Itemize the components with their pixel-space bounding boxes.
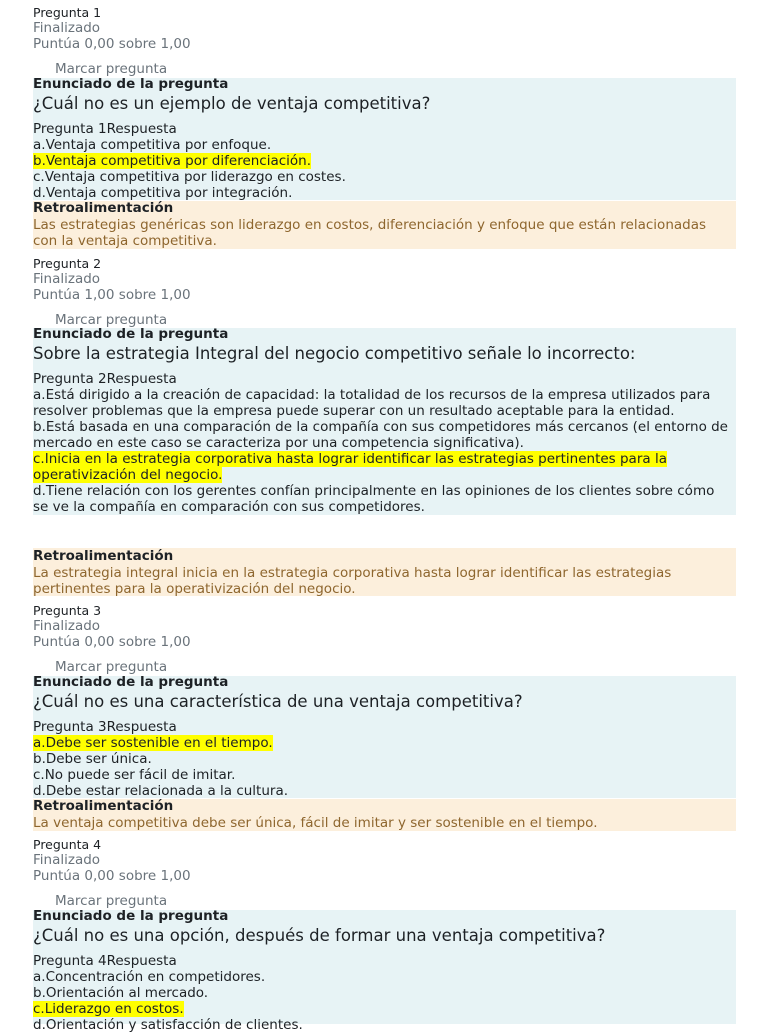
feedback-text: Las estrategias genéricas son liderazgo en costos, diferenciación y enfoque que están relacionadas con la ventaja competitiva. [33, 217, 707, 249]
question-grade: Puntúa 0,00 sobre 1,00 [33, 634, 191, 650]
statement-heading: Enunciado de la pregunta [33, 326, 229, 342]
question-info [33, 256, 191, 303]
answer-option[interactable]: b.Debe ser única. [33, 751, 152, 767]
flag-question-link[interactable]: Marcar pregunta [55, 659, 168, 675]
question-state: Finalizado [33, 852, 101, 868]
question-number: Pregunta 4 [33, 837, 102, 852]
answer-option[interactable]: c.No puede ser fácil de imitar. [33, 767, 236, 783]
feedback-heading: Retroalimentación [33, 548, 174, 564]
flag-question-link[interactable]: Marcar pregunta [55, 893, 168, 909]
feedback-text: La estrategia integral inicia en la estrategia corporativa hasta lograr identificar las estrategias pertinentes para la operativización del negocio. [33, 565, 672, 597]
answer-label: Pregunta 1Respuesta [33, 121, 177, 137]
answer-option[interactable]: a.Ventaja competitiva por enfoque. [33, 137, 272, 153]
flag-question-link[interactable]: Marcar pregunta [55, 61, 168, 77]
question-number: Pregunta 3 [33, 603, 102, 618]
question-state: Finalizado [33, 271, 101, 287]
answer-option-selected[interactable]: b.Ventaja competitiva por diferenciación. [33, 153, 312, 169]
question-text: ¿Cuál no es una característica de una ventaja competitiva? [33, 692, 523, 711]
question-grade: Puntúa 0,00 sobre 1,00 [33, 868, 191, 884]
question-number: Pregunta 2 [33, 256, 102, 271]
flag-question-link[interactable]: Marcar pregunta [55, 312, 168, 328]
question-state: Finalizado [33, 618, 101, 634]
question-text: Sobre la estrategia Integral del negocio competitivo señale lo incorrecto: [33, 344, 636, 363]
statement-heading: Enunciado de la pregunta [33, 674, 229, 690]
statement-heading: Enunciado de la pregunta [33, 76, 229, 92]
feedback-heading: Retroalimentación [33, 200, 174, 216]
answer-option[interactable]: d.Debe estar relacionada a la cultura. [33, 783, 289, 799]
answer-label: Pregunta 4Respuesta [33, 953, 177, 969]
answer-option[interactable]: a.Está dirigido a la creación de capacidad: la totalidad de los recursos de la empresa utilizados para resolver problemas que la empresa puede superar con un resultado aceptable para la entidad. [33, 387, 711, 419]
question-number: Pregunta 1 [33, 5, 102, 20]
answer-label: Pregunta 3Respuesta [33, 719, 177, 735]
question-grade: Puntúa 0,00 sobre 1,00 [33, 36, 191, 52]
answer-option-selected[interactable]: a.Debe ser sostenible en el tiempo. [33, 735, 273, 751]
answer-option[interactable]: a.Concentración en competidores. [33, 969, 266, 985]
answer-option[interactable]: d.Tiene relación con los gerentes confían principalmente en las opiniones de los clientes sobre cómo se ve la compañía en comparación con sus competidores. [33, 483, 715, 515]
question-state: Finalizado [33, 20, 101, 36]
answer-option[interactable]: d.Ventaja competitiva por integración. [33, 185, 293, 201]
question-text: ¿Cuál no es un ejemplo de ventaja competitiva? [33, 94, 431, 113]
question-info [33, 603, 191, 650]
question-info [33, 5, 191, 52]
statement-heading: Enunciado de la pregunta [33, 908, 229, 924]
answer-option-selected[interactable]: c.Liderazgo en costos. [33, 1001, 184, 1017]
question-text: ¿Cuál no es una opción, después de formar una ventaja competitiva? [33, 926, 606, 945]
feedback-text: La ventaja competitiva debe ser única, fácil de imitar y ser sostenible en el tiempo. [33, 815, 598, 831]
answer-option[interactable]: b.Orientación al mercado. [33, 985, 209, 1001]
answer-option-selected[interactable]: c.Inicia en la estrategia corporativa hasta lograr identificar las estrategias pertinentes para la operativización del negocio. [33, 451, 667, 483]
answer-option[interactable]: b.Está basada en una comparación de la compañía con sus competidores más cercanos (el entorno de mercado en este caso se caracteriza por una competencia significativa). [33, 419, 728, 451]
feedback-heading: Retroalimentación [33, 798, 174, 814]
question-grade: Puntúa 1,00 sobre 1,00 [33, 287, 191, 303]
question-info [33, 837, 191, 884]
answer-option[interactable]: d.Orientación y satisfacción de clientes. [33, 1017, 303, 1033]
answer-option[interactable]: c.Ventaja competitiva por liderazgo en costes. [33, 169, 346, 185]
answer-label: Pregunta 2Respuesta [33, 371, 177, 387]
